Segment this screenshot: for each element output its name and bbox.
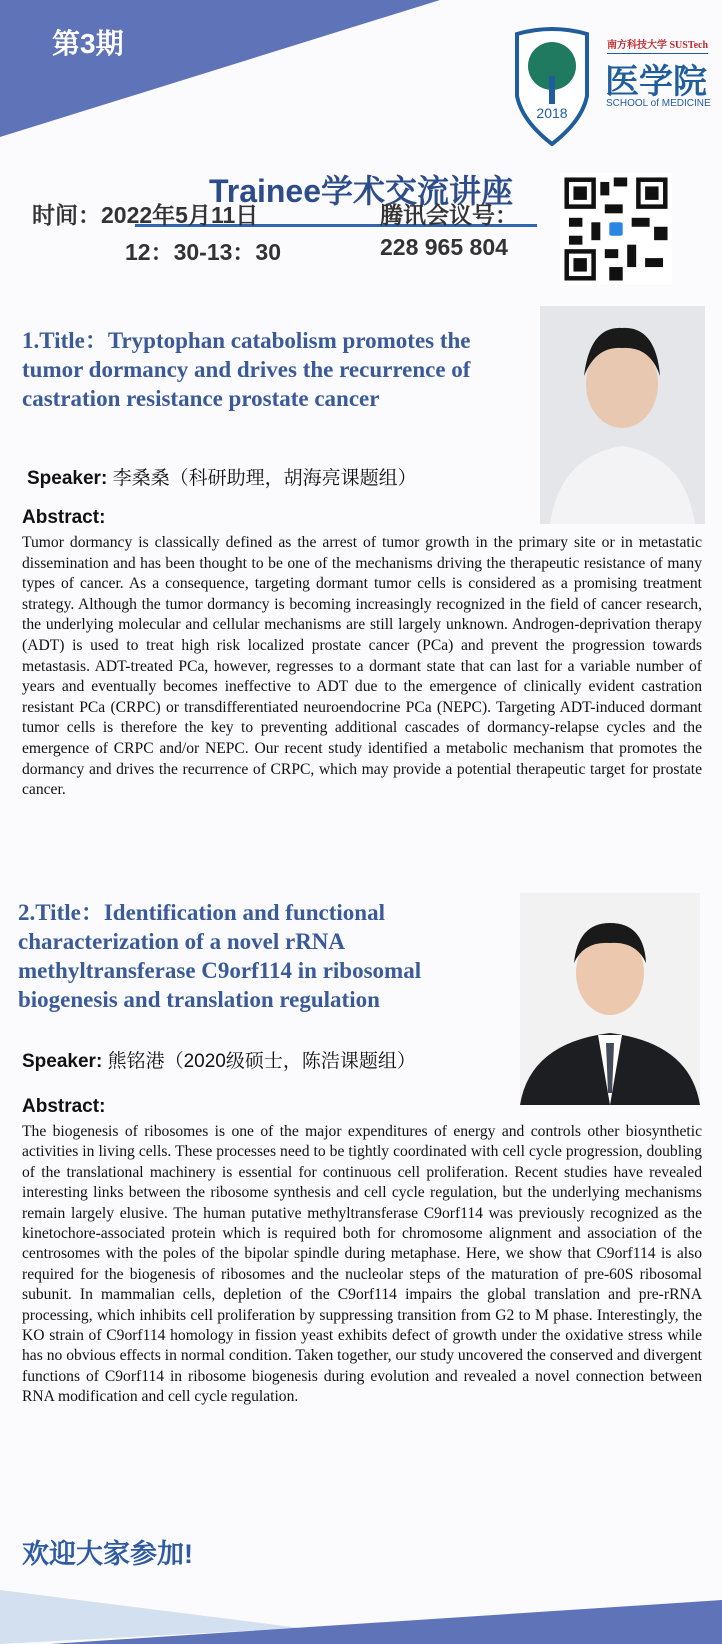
welcome-message: 欢迎大家参加! (22, 1539, 193, 1569)
talk-1-abstract-label: Abstract: (22, 507, 106, 528)
footer-triangle-decoration (0, 1590, 722, 1644)
talk-1-speaker: Speaker: 李桑桑（科研助理，胡海亮课题组） (27, 468, 417, 489)
qr-code[interactable] (560, 173, 672, 285)
school-logo (512, 26, 712, 152)
talk-2-title: 2.Title：Identification and functional characterization of a novel rRNA methyltransferase C9orf114 in ribosomal biogenesis and translation regulation (18, 900, 422, 1012)
school-name-en: SCHOOL of MEDICINE (606, 98, 711, 109)
time-range: 12：30-13：30 (125, 239, 281, 265)
page-title: Trainee学术交流讲座 (208, 173, 514, 209)
meeting-id: 228 965 804 (380, 234, 508, 260)
meeting-label: 腾讯会议号： (380, 202, 518, 228)
talk-1-abstract: Tumor dormancy is classically defined as the arrest of tumor growth in the primary site or in metastatic dissemination and has been thought to be one of the mechanisms driving the therapeutic resistance of many types of cancer. As a consequence, targeting dormant tumor cells is considered as a promising treatment strategy. Although the tumor dormancy is becoming increasingly recognized in the field of cancer research, the underlying molecular and cellular mechanisms are still largely unknown. Androgen-deprivation therapy (ADT) is used to treat high risk localized prostate cancer (PCa) and prevent the progression towards metastasis. ADT-treated PCa, however, regresses to a dormant state that can last for a variable number of years and eventually becomes ineffective to ADT due to the emergence of clinically evident castration resistant PCa (CRPC) or transdifferentiated neuroendocrine PCa (NEPC). Targeting ADT-induced dormant tumor cells is therefore the key to preventing additional cascades of dormancy-relapse cycles and the emergence of CRPC and/or NEPC. Our recent study identified a metabolic mechanism that promotes the dormancy and drives the recurrence of CRPC, which may provide a potential therapeutic target for prostate cancer. (22, 534, 702, 799)
school-name-cn: 医学院 (605, 64, 707, 101)
speaker-2-photo (520, 893, 700, 1105)
shield-tree-icon (512, 26, 592, 146)
svg-text:2018: 2018 (536, 105, 568, 121)
speaker-1-photo (540, 306, 705, 524)
talk-2-speaker: Speaker: 熊铭港（2020级硕士，陈浩课题组） (22, 1051, 416, 1072)
talk-2-abstract: The biogenesis of ribosomes is one of the major expenditures of energy and controls other biosynthetic activities in living cells. These processes need to be tightly coordinated with cell cycle progression, doubling of the translational machinery is essential for continuous cell proliferation. Recent studies have revealed interesting links between the ribosome synthesis and cell cycle regulation, but the underlying mechanisms remain largely elusive. The human putative methyltransferase C9orf114 was previously recognized as the kinetochore-associated protein which is required both for chromosome alignment and association of the centrosomes with the poles of the bipolar spindle during metaphase. Here, we show that C9orf114 is also required for the biogenesis of ribosomes and the nucleolar steps of the maturation of pre-60S ribosomal subunit. In mammalian cells, depletion of the C9orf114 impairs the global translation and pre-rRNA processing, which inhibits cell proliferation by suppressing transition from G2 to M phase. Interestingly, the KO strain of C9orf114 homology in fission yeast exhibits defect of growth under the oxidative stress while has no obvious effects in normal condition. Taken together, our study uncovered the conserved and divergent functions of C9orf114 in ribosome biogenesis during evolution and revealed a novel connection between RNA modification and cell cycle regulation. (22, 1123, 702, 1406)
university-name: 南方科技大学 SUSTech (607, 36, 708, 54)
talk-2-abstract-label: Abstract: (22, 1096, 106, 1117)
talk-1-title: 1.Title：Tryptophan catabolism promotes the tumor dormancy and drives the recurrence of castration resistance prostate cancer (22, 328, 471, 411)
time-label: 时间：2022年5月11日 (32, 202, 259, 228)
issue-number: 第3期 (52, 28, 124, 59)
